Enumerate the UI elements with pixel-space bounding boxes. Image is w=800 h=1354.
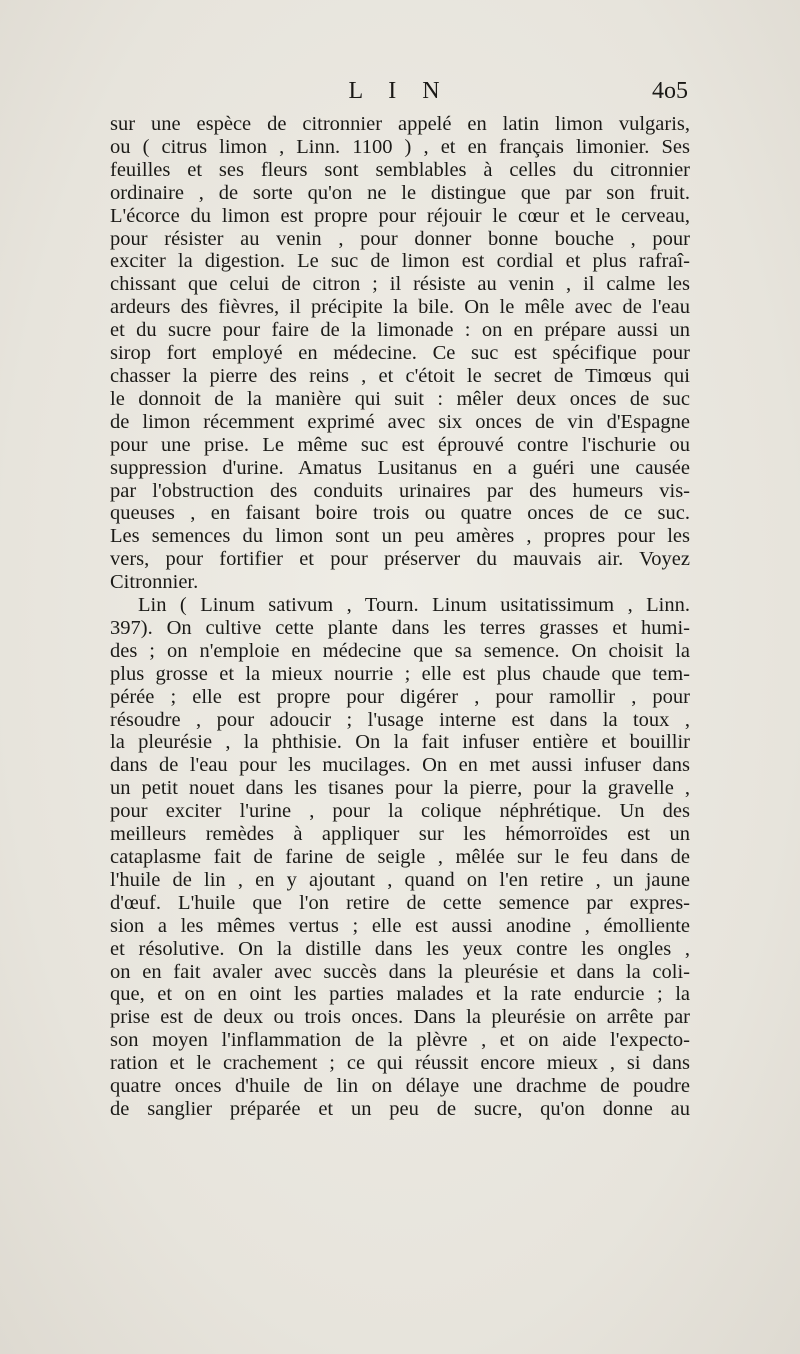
entry-heading-line: Lin ( Linum sativum , Tourn. Linum usitatissimum , Linn. <box>138 594 690 617</box>
text-line: prise est de deux ou trois onces. Dans la pleurésie on arrête par <box>110 1006 690 1029</box>
text-line: plus grosse et la mieux nourrie ; elle est plus chaude que tem- <box>110 662 690 685</box>
text-line: sion a les mêmes vertus ; elle est aussi anodine , émolliente <box>110 914 690 937</box>
text-line: cataplasme fait de farine de seigle , mêlée sur le feu dans de <box>110 846 690 868</box>
body-text <box>110 113 690 1121</box>
text-line: meilleurs remèdes à appliquer sur les hémorroïdes est un <box>110 823 690 846</box>
text-line: de sanglier préparée et un peu de sucre, qu'on donne au <box>110 1097 690 1120</box>
text-line: un petit nouet dans les tisanes pour la pierre, pour la gravelle , <box>110 777 690 800</box>
text-line: 397). On cultive cette plante dans les terres grasses et humi- <box>110 616 690 639</box>
running-head: L I N <box>348 78 450 104</box>
text-line: dans de l'eau pour les mucilages. On en met aussi infuser dans <box>110 754 690 777</box>
text-line: chasser la pierre des reins , et c'étoit le secret de Timœus qui <box>110 364 690 387</box>
text-line: quatre onces d'huile de lin on délaye une drachme de poudre <box>110 1075 690 1098</box>
text-line: ou ( citrus limon , Linn. 1100 ) , et en français limonier. Ses <box>110 135 690 158</box>
text-line: l'huile de lin , en y ajoutant , quand on l'en retire , un jaune <box>110 868 690 891</box>
text-line: résoudre , pour adoucir ; l'usage interne est dans la toux , <box>110 708 690 731</box>
text-line: ordinaire , de sorte qu'on ne le distingue que par son fruit. <box>110 181 690 204</box>
text-line: sirop fort employé en médecine. Ce suc est spécifique pour <box>110 342 690 365</box>
text-line: Citronnier. <box>110 571 199 594</box>
text-line: la pleurésie , la phthisie. On la fait infuser entière et bouillir <box>110 731 690 754</box>
text-line: queuses , en faisant boire trois ou quatre onces de ce suc. <box>110 502 690 525</box>
text-line: d'œuf. L'huile que l'on retire de cette semence par expres- <box>110 891 690 914</box>
page-header <box>110 78 688 118</box>
text-line: et résolutive. On la distille dans les yeux contre les ongles , <box>110 937 690 960</box>
text-line: chissant que celui de citron ; il résiste au venin , il calme les <box>110 273 690 296</box>
text-line: sur une espèce de citronnier appelé en latin limon vulgaris, <box>110 113 690 135</box>
text-line: que, et on en oint les parties malades et la rate endurcie ; la <box>110 983 690 1006</box>
text-line: pour résister au venin , pour donner bonne bouche , pour <box>110 227 690 250</box>
text-line: vers, pour fortifier et pour préserver du mauvais air. Voyez <box>110 548 690 571</box>
text-line: on en fait avaler avec succès dans la pleurésie et dans la coli- <box>110 960 690 983</box>
text-line: pour une prise. Le même suc est éprouvé contre l'ischurie ou <box>110 433 690 456</box>
text-line: le donnoit de la manière qui suit : mêler deux onces de suc <box>110 387 690 410</box>
text-line: des ; on n'emploie en médecine que sa semence. On choisit la <box>110 639 690 662</box>
text-line: L'écorce du limon est propre pour réjouir le cœur et le cerveau, <box>110 204 690 227</box>
text-line: pour exciter l'urine , pour la colique néphrétique. Un des <box>110 800 690 823</box>
text-line: feuilles et ses fleurs sont semblables à celles du citronnier <box>110 158 690 181</box>
text-line: pérée ; elle est propre pour digérer , pour ramollir , pour <box>110 685 690 708</box>
text-line: par l'obstruction des conduits urinaires par des humeurs vis- <box>110 479 690 502</box>
text-line: exciter la digestion. Le suc de limon est cordial et plus rafraî- <box>110 250 690 273</box>
text-line: suppression d'urine. Amatus Lusitanus en a guéri une causée <box>110 456 690 479</box>
text-line: de limon récemment exprimé avec six onces de vin d'Espagne <box>110 410 690 433</box>
text-line: son moyen l'inflammation de la plèvre , et on aide l'expecto- <box>110 1029 690 1052</box>
page-number: 4o5 <box>652 78 688 104</box>
text-line: ardeurs des fièvres, il précipite la bile. On le mêle avec de l'eau <box>110 296 690 319</box>
text-line: Les semences du limon sont un peu amères , propres pour les <box>110 525 690 548</box>
text-line: et du sucre pour faire de la limonade : on en prépare aussi un <box>110 319 690 342</box>
text-line: ration et le crachement ; ce qui réussit encore mieux , si dans <box>110 1052 690 1075</box>
